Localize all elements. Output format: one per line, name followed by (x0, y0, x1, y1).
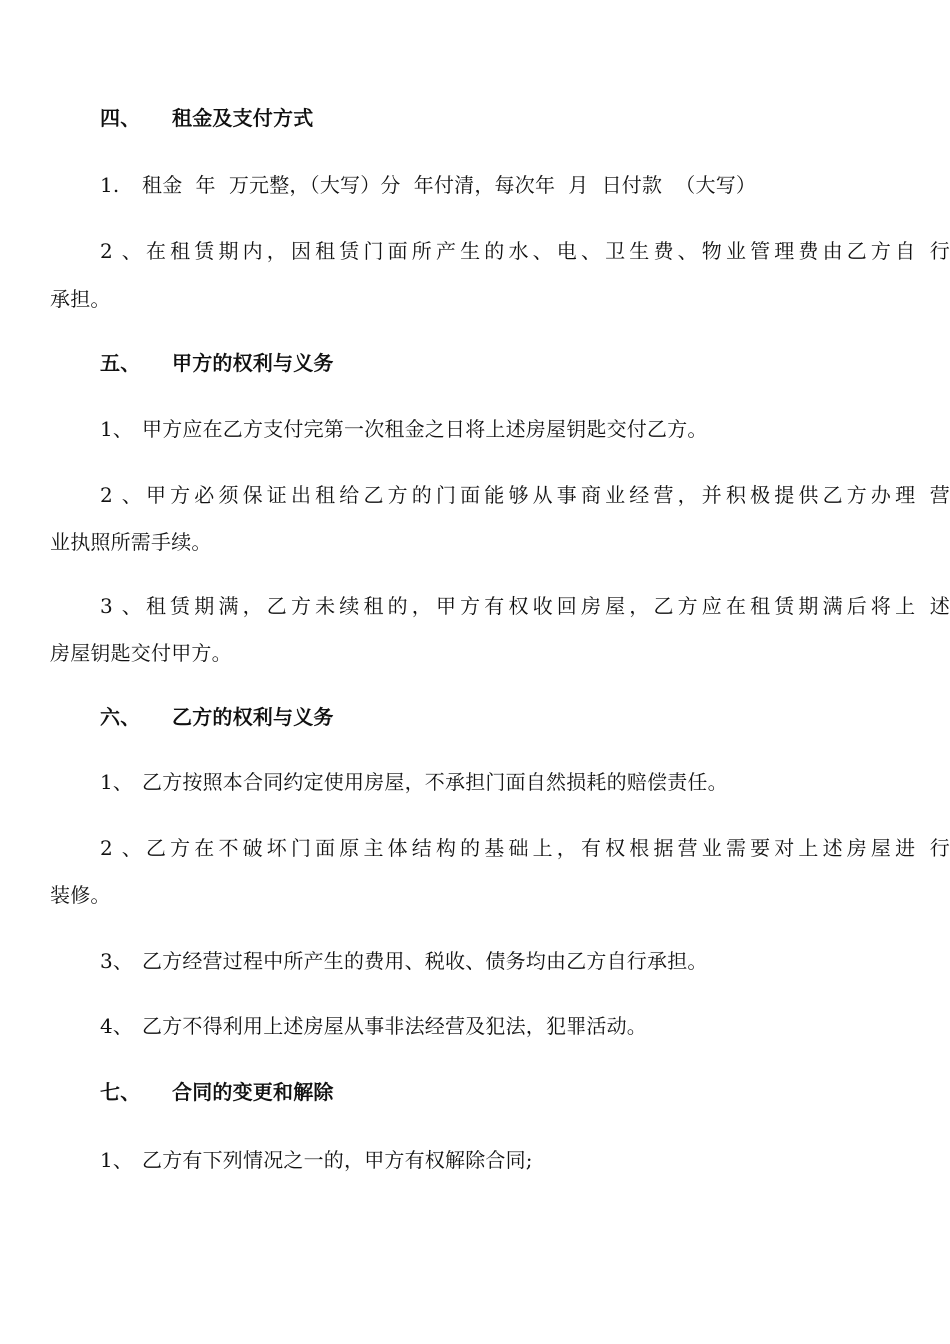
clause (50, 417, 950, 441)
clause-text: 租金 年 万元整，（大写）分 年付清，每次年 月 日付款 （大写） (142, 173, 757, 197)
clause-continuation: 承担。 (50, 287, 111, 311)
clause (50, 594, 950, 618)
clause-number: 1、 (100, 417, 134, 441)
section-title: 租金及支付方式 (172, 106, 314, 130)
clause-continuation: 装修。 (50, 883, 111, 907)
clause (50, 1148, 950, 1172)
clause-text: 乙方经营过程中所产生的费用、税收、债务均由乙方自行承担。 (142, 949, 708, 973)
clause-text: 乙方在不破坏门面原主体结构的基础上，有权根据营业需要对上述房屋进 行 (142, 836, 950, 860)
clause-number: 2、 (100, 836, 142, 860)
section-title: 合同的变更和解除 (172, 1080, 334, 1104)
clause (50, 173, 950, 197)
clause (50, 483, 950, 507)
clause-number: 1. (100, 173, 120, 197)
clause-continuation: 业执照所需手续。 (50, 530, 212, 554)
clause-continuation: 房屋钥匙交付甲方。 (50, 641, 232, 665)
section-heading (50, 1080, 950, 1104)
section-number: 六、 (100, 705, 141, 729)
section-number: 五、 (100, 351, 141, 375)
clause-number: 1、 (100, 770, 134, 794)
clause-text: 乙方不得利用上述房屋从事非法经营及犯法，犯罪活动。 (142, 1014, 647, 1038)
clause (50, 239, 950, 263)
clause (50, 770, 950, 794)
clause-text: 乙方有下列情况之一的，甲方有权解除合同; (142, 1148, 533, 1172)
clause-number: 1、 (100, 1148, 134, 1172)
clause (50, 949, 950, 973)
clause-number: 2、 (100, 239, 142, 263)
section-number: 四、 (100, 106, 141, 130)
clause-number: 4、 (100, 1014, 134, 1038)
section-number: 七、 (100, 1080, 141, 1104)
clause-number: 3、 (100, 594, 142, 618)
clause-text: 租赁期满，乙方未续租的，甲方有权收回房屋，乙方应在租赁期满后将上 述 (142, 594, 950, 618)
section-title: 乙方的权利与义务 (172, 705, 334, 729)
section-heading (50, 705, 950, 729)
section-heading (50, 351, 950, 375)
section-title: 甲方的权利与义务 (172, 351, 334, 375)
clause-text: 甲方必须保证出租给乙方的门面能够从事商业经营，并积极提供乙方办理 营 (142, 483, 950, 507)
clause-number: 3、 (100, 949, 134, 973)
clause (50, 836, 950, 860)
clause-text: 在租赁期内，因租赁门面所产生的水、电、卫生费、物业管理费由乙方自 行 (142, 239, 950, 263)
clause-number: 2、 (100, 483, 142, 507)
clause (50, 1014, 950, 1038)
clause-text: 乙方按照本合同约定使用房屋，不承担门面自然损耗的赔偿责任。 (142, 770, 728, 794)
clause-text: 甲方应在乙方支付完第一次租金之日将上述房屋钥匙交付乙方。 (142, 417, 708, 441)
section-heading (50, 106, 950, 130)
